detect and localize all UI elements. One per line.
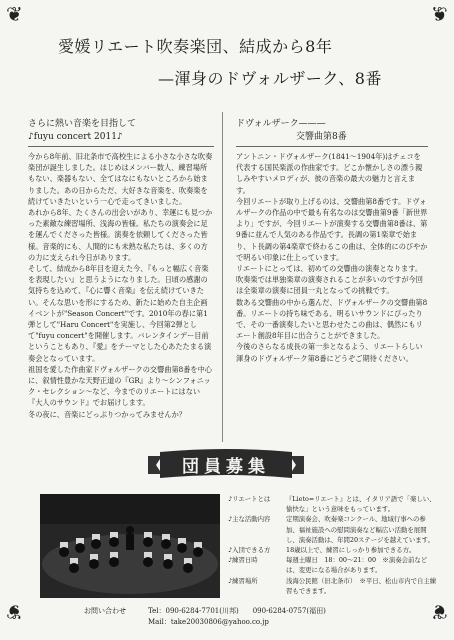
right-article	[236, 118, 428, 440]
corner-ornament-icon: ❦	[6, 2, 23, 26]
paragraph: 今から8年前、旧北条市で高校生による小さな小さな吹奏楽団が誕生しました。はじめはメンバー数人、練習場所もない、楽器もない、全てはなにもないところから始まりました。あの日からただ、大好きな音楽を、吹奏楽を続けていきたいという一心で走ってきいました。	[28, 152, 213, 206]
paragraph: 冬の夜に、音楽にどっぷりつかってみませんか？	[28, 409, 186, 419]
paragraph: 今回リエートが取り上げるのは、交響曲第8番です。ドヴォルザークの作品の中で最も有名なのは交響曲第9番「新世界より」ですが、今回リエートが演奏する交響曲第8番は、第9番に並んで人気のある作品です。長調の第1楽章で始まり、ト長調の第4楽章で終わるこの曲は、全体的にのびやかで明るい印象に仕上っています。	[236, 196, 428, 262]
info-label: ♪リエートとは	[228, 495, 271, 503]
divider	[28, 146, 214, 147]
left-article-heading: さらに熱い音楽を目指して	[28, 119, 137, 129]
corner-ornament-icon: ❦	[431, 600, 448, 624]
orchestra-photo-icon	[40, 494, 220, 598]
paragraph: リエートにとっては、初めての交響曲の演奏となります。吹奏楽では単独楽章の演奏されることが多いのですが今回は全楽章の演奏に団員一丸となっての挑戦です。	[236, 264, 423, 296]
paragraph: アントニン・ドヴォルザーク(1841〜1904年)はチェコを代表する国民楽派の作曲家です。どこか懐かしさの漂う親しみやすいメロディが、彼の音楽の最大の魅力と言えます。	[236, 152, 423, 195]
info-label: ♪入団できる方	[228, 546, 271, 555]
info-label: ♪主な活動内容	[228, 515, 271, 524]
info-row	[228, 514, 438, 545]
page-title: 愛媛リエート吹奏楽団、結成から8年	[58, 37, 333, 56]
info-value: 毎週土曜日 18：00〜21：00 ※演奏会前などは、変更になる場合があります。	[286, 556, 428, 575]
paragraph: あれから8年、たくさんの出会いがあり、幸運にも見つかった素敵な練習場所、浅海の皆様。私たちの演奏会に足を運んでくださった皆様。演奏を依頼してくださった皆様。音楽的にも、人間的にも未熟な私たちは、多くの方の力に支えられ今日があります。	[28, 208, 213, 262]
paragraph: 数ある交響曲の中から選んだ、ドヴォルザークの交響曲第8番。リエートの持ち味である、明るいサウンドにぴったりで、その一番演奏したいと思わせたこの曲は、偶然にもリエート創設8年目に出合うことができました。	[236, 297, 428, 341]
paragraph: そして、結成から8年目を迎えた今、『もっと幅広く音楽を表現したい』と思うようになりました。日頃の感謝の気持ちを込めて、『心に響く音楽』を伝え続けていきたい。そんな思いを形にするため、新たに始めた自主企画イベントが"Season Concert"です。2010年の春に第1弾として"Haru Concert"を実施し、今回第2弾として"fuyu concert"を開催します。バレンタインデー目前ということもあり、『愛』をテーマとした心あたたまる演奏会となっています。	[28, 264, 212, 363]
page-subtitle: —渾身のドヴォルザーク、8番	[158, 69, 382, 88]
info-value: 定期演奏会、吹奏楽コンクール、地域行事への参加、福祉施設への慰問演奏など幅広い活動を展開し、演奏活動は、年間20ステージを越えています。	[286, 515, 434, 544]
right-article-heading: ドヴォルザーク———	[236, 119, 326, 129]
contact-phone: Tel：090-6284-7701(川邦) 090-6284-0757(福田)	[148, 607, 326, 615]
info-value: 『Lieto=リエート』とは、イタリア語で「楽しい、愉快な」という意味をもっています。	[286, 495, 436, 514]
band-photo	[40, 494, 220, 598]
recruit-banner	[148, 448, 304, 482]
paragraph: 祖国を愛した作曲家ドヴォルザークの交響曲第8番を中心に、叙情性豊かな天野正道の『GR』より～シンフォニック・セレクション～など、今までのリエートにはない『大人のサウンド』でお届けします。	[28, 364, 212, 408]
recruit-title: 団員募集	[182, 457, 270, 477]
recruit-info	[228, 494, 438, 596]
paragraph: 今後のさらなる成長の第一歩となるよう、リエートらしい渾身のドヴォルザーク第8番にどうぞご期待ください。	[236, 342, 423, 363]
info-label: ♪練習日時	[228, 556, 258, 565]
info-label: ♪練習場所	[228, 576, 258, 585]
corner-ornament-icon: ❦	[431, 2, 448, 26]
info-row	[228, 576, 438, 596]
left-article-subheading: ♪fuyu concert 2011♪	[28, 132, 123, 142]
divider	[236, 146, 428, 147]
corner-ornament-icon: ❦	[6, 600, 23, 624]
left-article	[28, 118, 214, 440]
info-value: 浅海公民館（旧北条市） ※平日、松山市内で自主練習もできます。	[286, 576, 437, 595]
contact-label: お問い合わせ	[84, 607, 126, 615]
right-article-subheading: 交響曲第8番	[296, 132, 347, 142]
column-divider	[222, 112, 223, 442]
info-row	[228, 545, 438, 555]
info-row	[228, 555, 438, 575]
info-row	[228, 494, 438, 514]
info-value: 18歳以上で、練習にしっかり参加できる方。	[286, 546, 416, 555]
contact-email: Mail：take20030806@yahoo.co.jp	[148, 618, 269, 626]
